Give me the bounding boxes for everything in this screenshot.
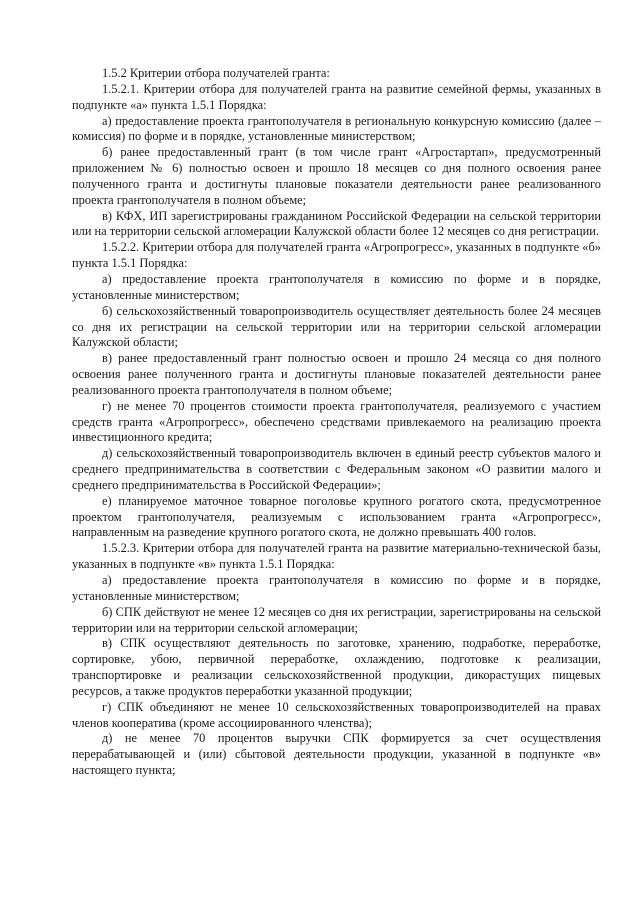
criteria-subsection-1: 1.5.2.1. Критерии отбора для получателей гранта на развитие семейной фермы, указанных в подпункте «а» пункта 1.5.1 Порядка: xyxy=(72,81,601,112)
criteria-subsection-2: 1.5.2.2. Критерии отбора для получателей гранта «Агропрогресс», указанных в подпункте «б» пункта 1.5.1 Порядка: xyxy=(72,240,601,271)
criterion-item: в) ранее предоставленный грант полностью освоен и прошло 24 месяца со дня полного освоения ранее полученного гранта и достигнуты плановые показателей деятельности ранее реализованного проекта грантополучателя в полном объеме; xyxy=(72,351,601,397)
criterion-item: в) КФХ, ИП зарегистрированы гражданином Российской Федерации на сельской территории или на территории сельской агломерации Калужской области более 12 месяцев со дня регистрации. xyxy=(72,208,601,239)
criterion-item: г) не менее 70 процентов стоимости проекта грантополучателя, реализуемого с участием средств гранта «Агропрогресс», обеспечено средствами привлекаемого на реализацию проекта инвестиционного кредита; xyxy=(72,398,601,445)
section-heading: 1.5.2 Критерии отбора получателей гранта: xyxy=(102,66,330,80)
criterion-item: б) сельскохозяйственный товаропроизводитель осуществляет деятельность более 24 месяцев со дня их регистрации на сельской территории или на территории сельской агломерации Калужской области; xyxy=(72,303,601,350)
document-body xyxy=(72,66,601,779)
criterion-item: г) СПК объединяют не менее 10 сельскохозяйственных товаропроизводителей на правах членов кооператива (кроме ассоциированного членства); xyxy=(72,699,601,730)
criterion-item: д) не менее 70 процентов выручки СПК формируется за счет осуществления перерабатывающей и (или) сбытовой деятельности продукции, указанной в подпункте «в» настоящего пункта; xyxy=(72,731,601,778)
criteria-subsection-3: 1.5.2.3. Критерии отбора для получателей гранта на развитие материально-технической базы, указанных в подпункте «в» пункта 1.5.1 Порядка: xyxy=(72,541,601,572)
criterion-item: а) предоставление проекта грантополучателя в региональную конкурсную комиссию (далее – комиссия) по форме и в порядке, установленные министерством; xyxy=(72,113,601,144)
criterion-item: е) планируемое маточное товарное поголовье крупного рогатого скота, предусмотренное проектом грантополучателя, реализуемым с использованием гранта «Агропрогресс», направленным на разведение крупного рогатого скота, не должно превышать 400 голов. xyxy=(72,493,601,540)
criterion-item: д) сельскохозяйственный товаропроизводитель включен в единый реестр субъектов малого и среднего предпринимательства в соответствии с Федеральным законом «О развитии малого и среднего предпринимательства в Российской Федерации»; xyxy=(72,446,601,492)
criterion-item: в) СПК осуществляют деятельность по заготовке, хранению, подработке, переработке, сортировке, убою, первичной переработке, охлаждению, подготовке к реализации, транспортировке и реализации сельскохозяйственной продукции, дикорастущих пищевых ресурсов, а также продуктов переработки указанной продукции; xyxy=(72,636,601,698)
criterion-item: б) ранее предоставленный грант (в том числе грант «Агростартап», предусмотренный приложением № 6) полностью освоен и прошло 18 месяцев со дня полного освоения ранее полученного гранта и достигнуты плановые показатели деятельности ранее реализованного проекта грантополучателя в полном объеме; xyxy=(72,145,601,207)
criterion-item: а) предоставление проекта грантополучателя в комиссию по форме и в порядке, установленные министерством; xyxy=(72,573,601,603)
criterion-item: б) СПК действуют не менее 12 месяцев со дня их регистрации, зарегистрированы на сельской территории или на территории сельской агломерации; xyxy=(72,604,601,635)
criterion-item: а) предоставление проекта грантополучателя в комиссию по форме и в порядке, установленные министерством; xyxy=(72,271,601,302)
